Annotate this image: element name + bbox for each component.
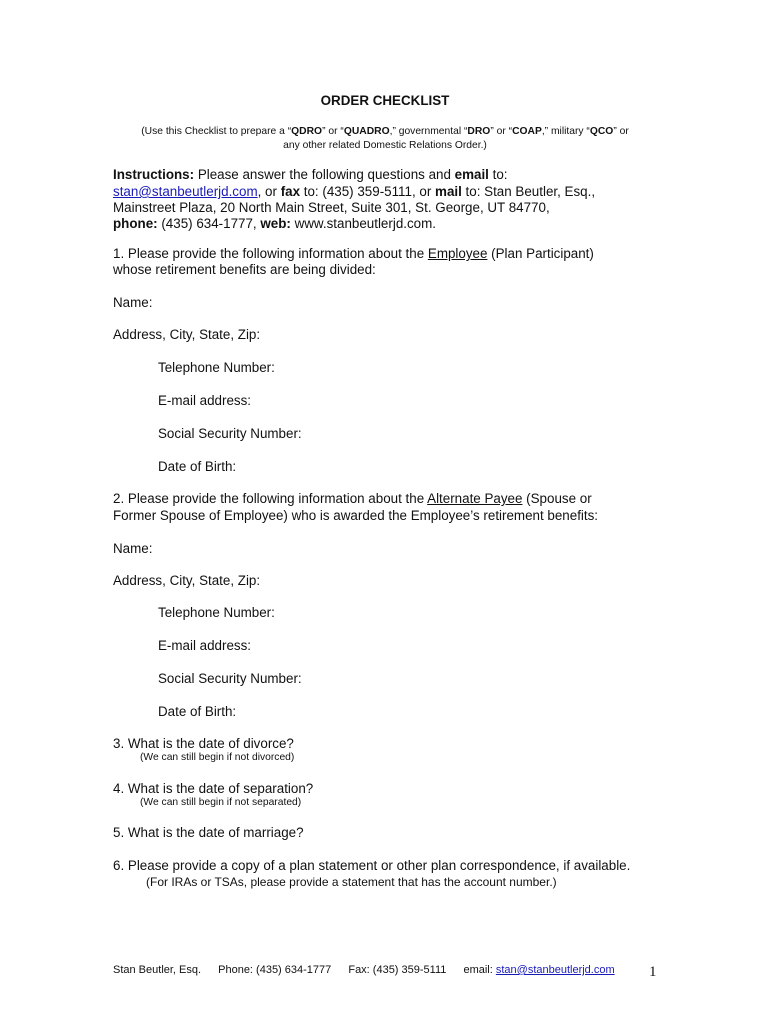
instructions-line-2: stan@stanbeutlerjd.com, or fax to: (435) 359-5111, or mail to: Stan Beutler, Esq., xyxy=(113,184,596,199)
footer-email-link[interactable]: stan@stanbeutlerjd.com xyxy=(495,964,615,976)
employee-name-label: Name: xyxy=(113,295,153,310)
employee-ssn-label: Social Security Number: xyxy=(158,426,302,441)
payee-name-label: Name: xyxy=(113,541,153,556)
subtitle-line-1: (Use this Checklist to prepare a “QDRO” or “QUADRO,” governmental “DRO” or “COAP,” military “QCO” or xyxy=(141,126,629,137)
instructions-label: Instructions: xyxy=(113,167,195,182)
footer-phone: Phone: (435) 634-1777 xyxy=(218,964,332,976)
email-link[interactable]: stan@stanbeutlerjd.com xyxy=(113,184,258,199)
q4-note: (We can still begin if not separated) xyxy=(140,797,302,808)
q4-text: 4. What is the date of separation? xyxy=(113,781,314,796)
instructions-line-1: Instructions: Please answer the following questions and email to: xyxy=(113,167,508,182)
page-title: ORDER CHECKLIST xyxy=(320,93,450,108)
footer xyxy=(113,964,615,976)
payee-ssn-label: Social Security Number: xyxy=(158,671,302,686)
footer-fax: Fax: (435) 359-5111 xyxy=(348,964,447,976)
payee-dob-label: Date of Birth: xyxy=(158,704,237,719)
q3-text: 3. What is the date of divorce? xyxy=(113,736,294,751)
employee-dob-label: Date of Birth: xyxy=(158,459,237,474)
payee-telephone-label: Telephone Number: xyxy=(158,605,275,620)
footer-email-label: email: xyxy=(463,964,496,976)
employee-address-label: Address, City, State, Zip: xyxy=(113,327,261,342)
payee-email-label: E-mail address: xyxy=(158,638,252,653)
q2-line-1: 2. Please provide the following information about the Alternate Payee (Spouse or xyxy=(113,491,592,506)
instructions-line-4: phone: (435) 634-1777, web: www.stanbeutlerjd.com. xyxy=(113,216,437,231)
footer-name: Stan Beutler, Esq. xyxy=(113,964,202,976)
q3-note: (We can still begin if not divorced) xyxy=(140,752,295,763)
q6-text: 6. Please provide a copy of a plan statement or other plan correspondence, if available. xyxy=(113,858,631,873)
employee-email-label: E-mail address: xyxy=(158,393,252,408)
employee-telephone-label: Telephone Number: xyxy=(158,360,275,375)
page-number: 1 xyxy=(649,964,657,980)
q6-note: (For IRAs or TSAs, please provide a statement that has the account number.) xyxy=(146,875,557,889)
q2-line-2: Former Spouse of Employee) who is awarded the Employee’s retirement benefits: xyxy=(113,508,599,523)
q1-line-1: 1. Please provide the following information about the Employee (Plan Participant) xyxy=(113,246,594,261)
payee-address-label: Address, City, State, Zip: xyxy=(113,573,261,588)
instructions-line-3: Mainstreet Plaza, 20 North Main Street, Suite 301, St. George, UT 84770, xyxy=(113,200,550,215)
subtitle-line-2: any other related Domestic Relations Order.) xyxy=(283,140,487,151)
q5-text: 5. What is the date of marriage? xyxy=(113,825,304,840)
q1-line-2: whose retirement benefits are being divided: xyxy=(113,262,376,277)
